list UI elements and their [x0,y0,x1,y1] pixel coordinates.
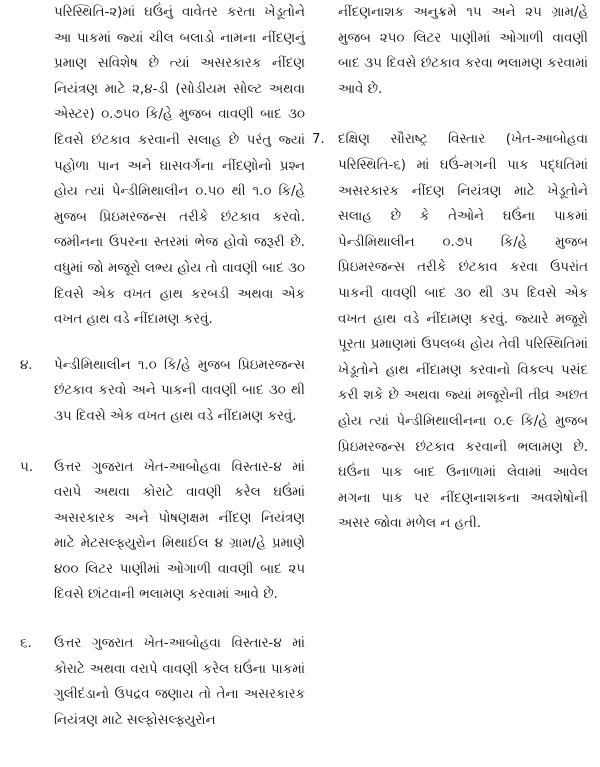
list-item-7 [312,127,588,537]
item-text: ઉત્તર ગુજરાત ખેત-આબોહવા વિસ્તાર-૪ માં વરાપે અથવા કોરાટે વાવણી કરેલ ઘઉંમાં અસરકારક અને પોષણક્ષમ નીંદણ નિયંત્રણ માટે મેટસલ્ફ્યુરોન મિથાઈલ ૪ ગ્રામ/હે પ્રમાણે ૪૦૦ લિટર પાણીમાં ઓગાળી વાવણી બાદ ૨૫ દિવસે છાંટવાની ભલામણ કરવામાં આવે છે. [54,459,305,603]
continuation-paragraph: નીંદણનાશક અનુક્રમે ૧૫ અને ૨૫ ગ્રામ/હે મુજબ ૨૫૦ લિટર પાણીમાં ઓગાળી વાવણી બાદ ૩૫ દિવસે છંટકાવ કરવા ભલામણ કરવામાં આવે છે. [338,5,588,97]
item-number: 7. [312,132,325,148]
item-text: ઉત્તર ગુજરાત ખેત-આબોહવા વિસ્તાર-૪ માં કોરાટે અથવા વરાપે વાવણી કરેલ ઘઉંના પાકમાં ગુલીદંડાનો ઉપદ્રવ જણાય તો તેના અસરકારક નિયંત્રણ માટે સલ્ફોસલ્ફ્યુરોન [54,636,305,728]
list-item-4 [20,353,305,430]
list-item-5 [20,455,305,609]
right-column [312,0,588,537]
item-number: ૪. [20,357,33,373]
item-number: ૫. [20,459,34,475]
item-text: દક્ષિણ સૌરાષ્ટ્ર વિસ્તાર (ખેત-આબોહવા પરિસ્થિતિ-૬) માં ઘઉં-મગની પાક પદ્ધતિમાં અસરકારક નીંદણ નિયંત્રણ માટે ખેડૂતોને સલાહ છે કે તેઓને ઘઉંના પાકમાં પેન્ડીમિથાલીન ૦.૭૫ કિ/હે મુજબ પ્રિઇમરજન્સ તરીકે છંટકાવ કરવા ઉપરાંત પાકની વાવણી બાદ ૩૦ થી ૩૫ દિવસે એક વખત હાથ વડે નીંદામણ કરવું. જ્યારે મજૂરો પૂરતા પ્રમાણમાં ઉપલબ્ધ હોય તેવી પરિસ્થિતિમાં ખેડૂતોને હાથ નીંદામણ કરવાનો વિકલ્પ પસંદ કરી શકે છે અથવા જ્યાં મજૂરોની તીવ્ર અછત હોય ત્યાં પેન્ડીમિથાલીનના ૦.૯ કિ/હે મુજબ પ્રિઇમરજન્સ છંટકાવ કરવાની ભલામણ છે. ઘઉંના પાક બાદ ઉનાળામાં લેવામાં આવેલ મગના પાક પર નીંદણનાશકના અવશેષોની અસર જોવા મળેલ ન હતી. [338,132,588,532]
left-column [20,0,305,733]
intro-paragraph: પરિસ્થિતિ-૨)માં ઘઉંનું વાવેતર કરતા ખેડૂતોને આ પાકમાં જ્યાં ચીલ બલાડો નામના નીંદણનું પ્રમાણ સવિશેષ છે ત્યાં અસરકારક નીંદણ નિયંત્રણ માટે ૨,૪-ડી (સોડીયમ સોલ્ટ અથવા એસ્ટર) ૦.૭૫૦ કિ/હે મુજબ વાવણી બાદ ૩૦ દિવસે છંટકાવ કરવાની સલાહ છે પરંતુ જ્યાં પહોળા પાન અને ઘાસવર્ગના નીંદણોનો પ્રશ્ન હોય ત્યાં પેન્ડીમિથાલીન ૦.૫૦ થી ૧.૦ કિ/હે મુજબ પ્રિઇમરજન્સ તરીકે છંટકાવ કરવો. જમીનના ઉપરના સ્તરમાં ભેજ હોવો જરૂરી છે. વધુમાં જો મજૂરો લભ્ય હોય તો વાવણી બાદ ૩૦ દિવસે એક વખત હાથ કરબડી અથવા એક વખત હાથ વડે નીંદામણ કરવું. [54,5,305,328]
list-item-6 [20,631,305,733]
item-text: પેન્ડીમિથાલીન ૧.૦ કિ/હે મુજબ પ્રિઇમરજન્સ છંટકાવ કરવો અને પાકની વાવણી બાદ ૩૦ થી ૩૫ દિવસે એક વખત હાથ વડે નીંદામણ કરવું. [54,357,305,424]
item-number: ૬. [20,636,32,652]
